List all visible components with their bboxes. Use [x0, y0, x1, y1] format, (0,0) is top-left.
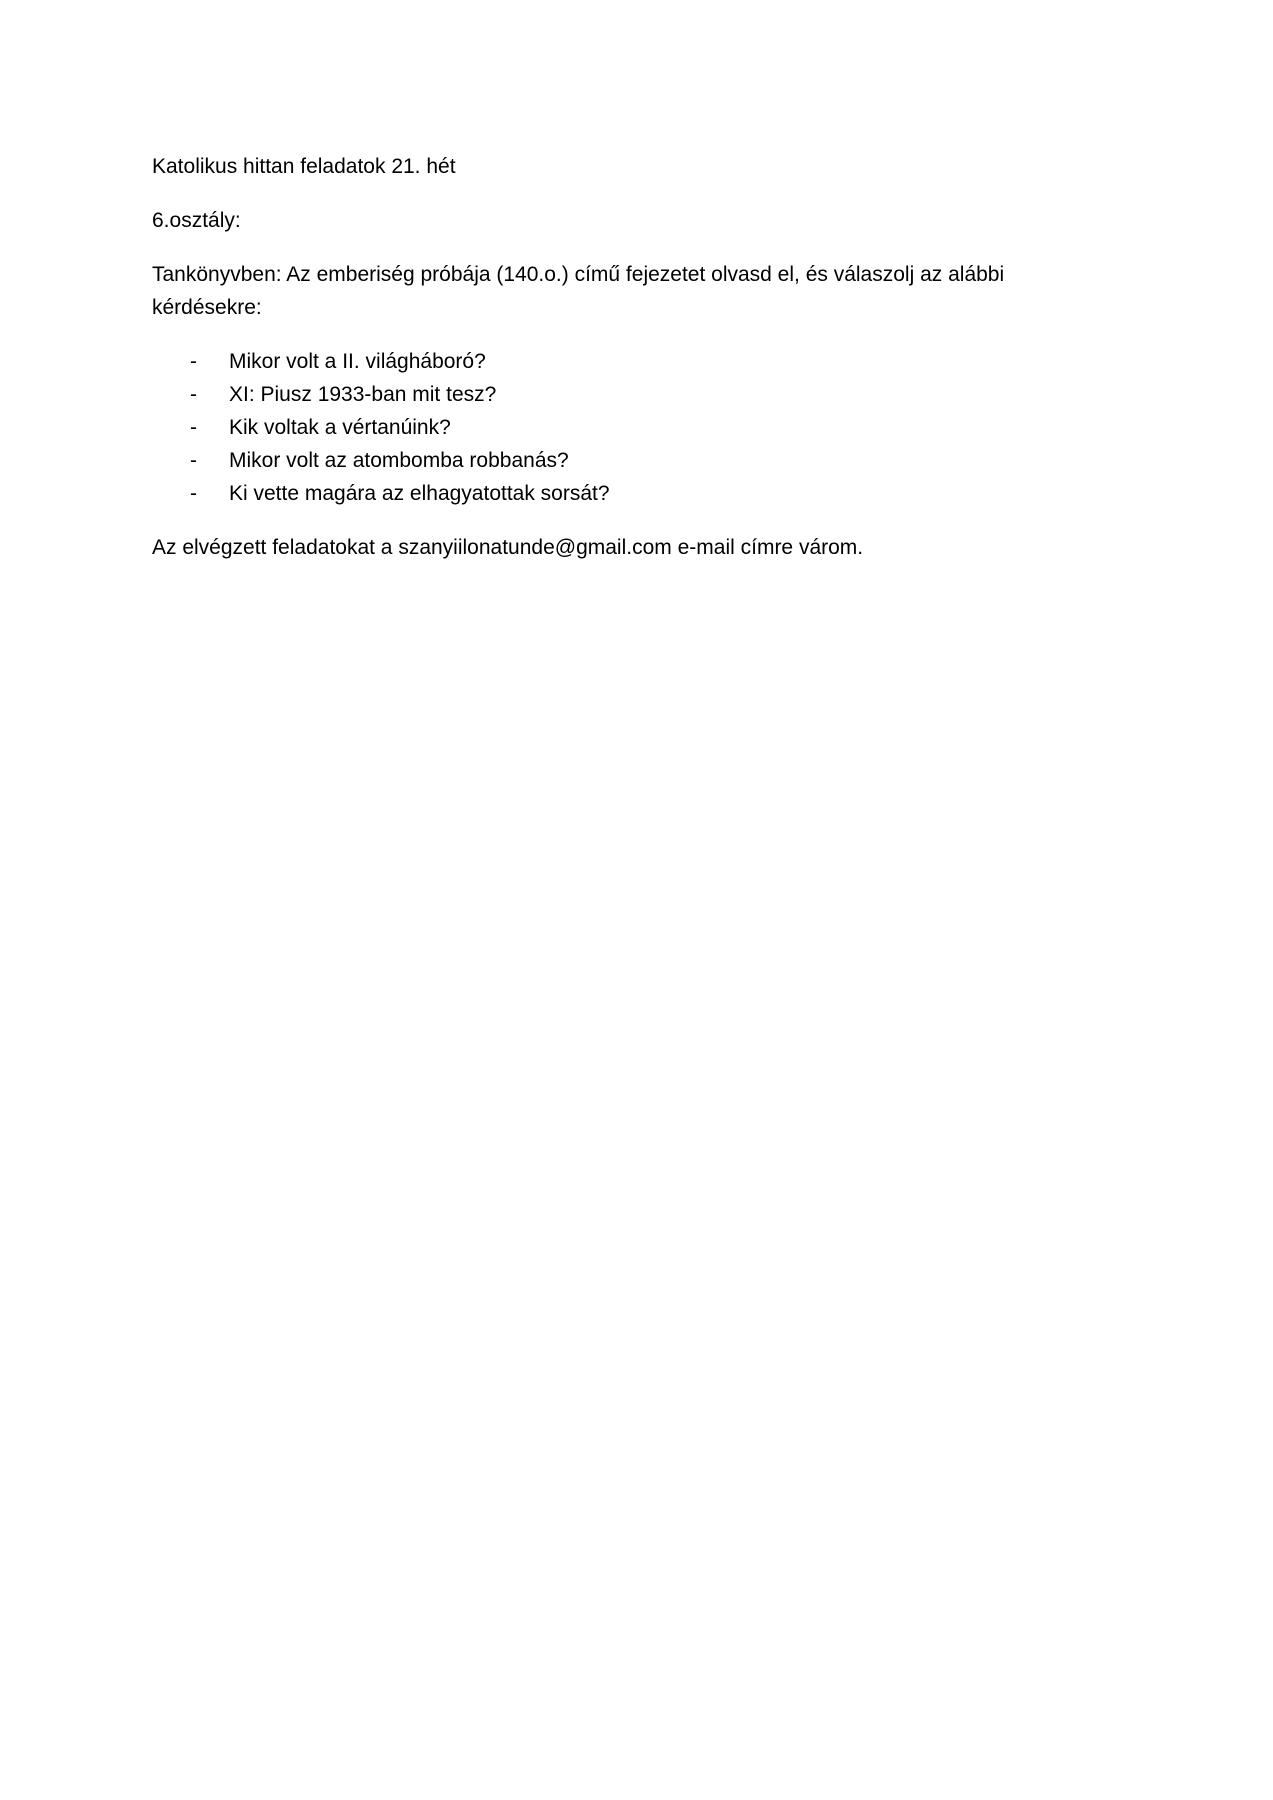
document-body [152, 150, 1082, 585]
question-text: Kik voltak a vértanúink? [229, 416, 451, 439]
question-item [152, 378, 1082, 411]
instruction-text: Tankönyvben: Az emberiség próbája (140.o.) című fejezetet olvasd el, és válaszolj az alábbi kérdésekre: [152, 263, 1005, 319]
bullet-dash: - [190, 449, 197, 472]
question-list [152, 345, 1082, 510]
question-item [152, 477, 1082, 510]
question-text: Mikor volt a II. világháboró? [229, 350, 486, 373]
question-text: Mikor volt az atombomba robbanás? [229, 449, 569, 472]
bullet-dash: - [190, 350, 197, 373]
class-label: 6.osztály: [152, 209, 241, 232]
question-text: Ki vette magára az elhagyatottak sorsát? [229, 482, 610, 505]
question-item [152, 345, 1082, 378]
bullet-dash: - [190, 416, 197, 439]
question-text: XI: Piusz 1933-ban mit tesz? [229, 383, 497, 406]
closing-text: Az elvégzett feladatokat a szanyiilonatunde@gmail.com e-mail címre várom. [152, 536, 864, 559]
question-item [152, 411, 1082, 444]
bullet-dash: - [190, 383, 197, 406]
question-item [152, 444, 1082, 477]
bullet-dash: - [190, 482, 197, 505]
document-title: Katolikus hittan feladatok 21. hét [152, 155, 456, 178]
